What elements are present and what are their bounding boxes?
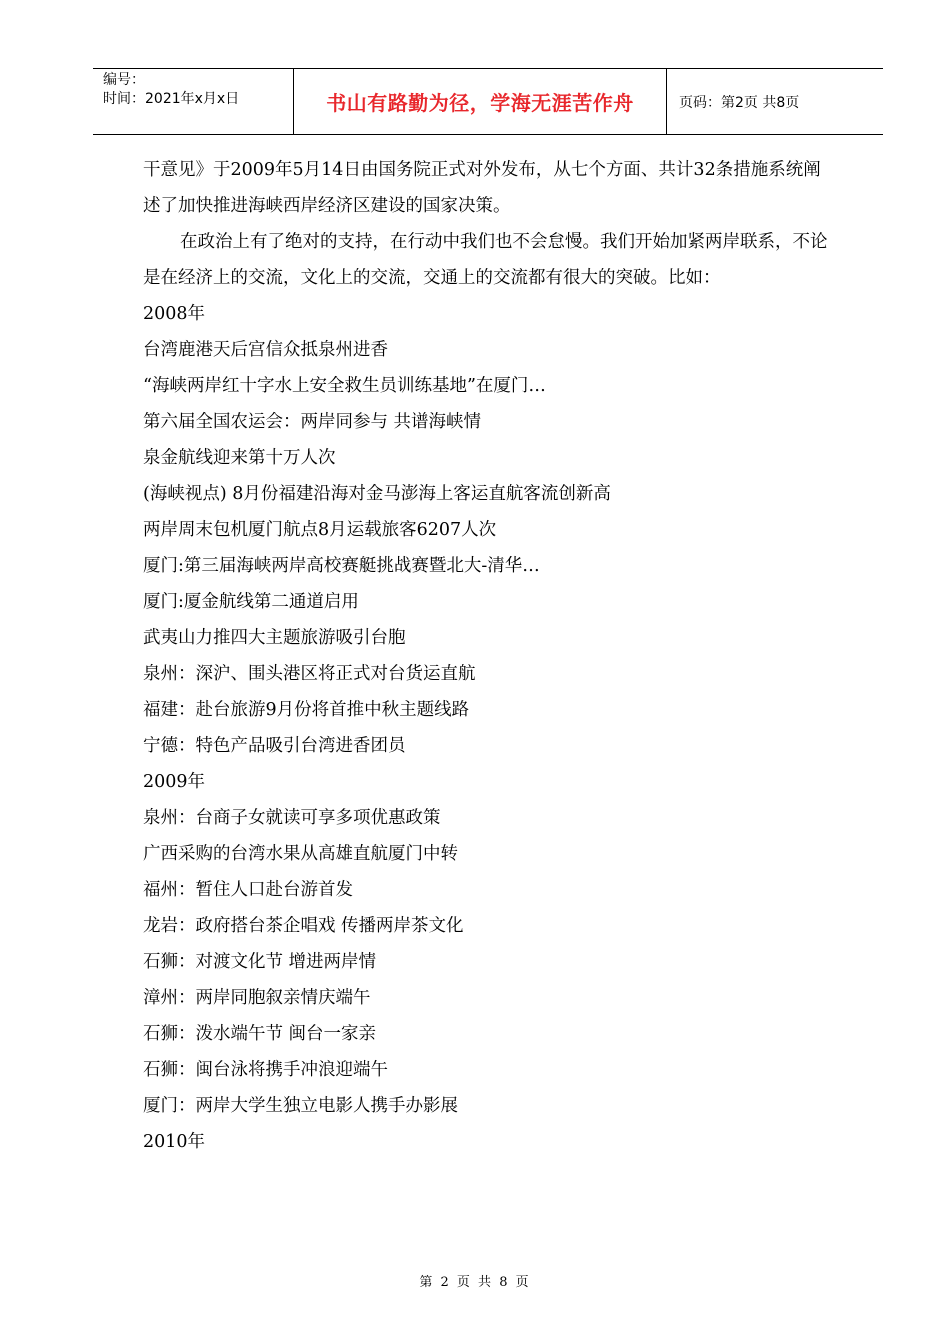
list-item: 福州：暂住人口赴台游首发 (143, 880, 353, 900)
year-heading: 2008年 (143, 304, 206, 324)
list-item: 石狮：泼水端午节 闽台一家亲 (143, 1024, 377, 1044)
page-footer: 第 2 页 共 8 页 (419, 1275, 531, 1290)
list-item: 泉州：深沪、围头港区将正式对台货运直航 (143, 664, 476, 684)
list-item: (海峡视点) 8月份福建沿海对金马澎海上客运直航客流创新高 (143, 484, 611, 504)
year-heading: 2010年 (143, 1132, 206, 1152)
news-list (143, 296, 835, 1160)
document-number-label: 编号： (103, 72, 145, 88)
list-item: 第六届全国农运会：两岸同参与 共谱海峡情 (143, 412, 482, 432)
list-item: 宁德：特色产品吸引台湾进香团员 (143, 736, 406, 756)
list-item: 福建：赴台旅游9月份将首推中秋主题线路 (143, 700, 470, 720)
paragraph: 在政治上有了绝对的支持，在行动中我们也不会怠慢。我们开始加紧两岸联系，不论是在经济上的交流，文化上的交流，交通上的交流都有很大的突破。比如： (143, 232, 828, 288)
document-body (143, 152, 835, 1160)
list-item: 武夷山力推四大主题旅游吸引台胞 (143, 628, 406, 648)
list-item: 广西采购的台湾水果从高雄直航厦门中转 (143, 844, 458, 864)
list-item: 泉州：台商子女就读可享多项优惠政策 (143, 808, 441, 828)
list-item: 厦门：两岸大学生独立电影人携手办影展 (143, 1096, 458, 1116)
list-item: 泉金航线迎来第十万人次 (143, 448, 336, 468)
list-item: 石狮：闽台泳将携手冲浪迎端午 (143, 1060, 388, 1080)
header-page-info: 页码：第2页 共8页 (679, 94, 800, 111)
list-item: 龙岩：政府搭台茶企唱戏 传播两岸茶文化 (143, 916, 464, 936)
document-time-label: 时间：2021年x月x日 (103, 91, 240, 107)
list-item: 厦门:第三届海峡两岸高校赛艇挑战赛暨北大-清华… (143, 556, 540, 576)
list-item: 厦门:厦金航线第二通道启用 (143, 592, 359, 612)
list-item: 石狮：对渡文化节 增进两岸情 (143, 952, 377, 972)
list-item: 台湾鹿港天后宫信众抵泉州进香 (143, 340, 388, 360)
header-meta (93, 69, 294, 134)
paragraph: 干意见》于2009年5月14日由国务院正式对外发布，从七个方面、共计32条措施系统阐述了加快推进海峡西岸经济区建设的国家决策。 (143, 160, 821, 216)
header-motto: 书山有路勤为径，学海无涯苦作舟 (294, 69, 667, 134)
list-item: 漳州：两岸同胞叙亲情庆端午 (143, 988, 371, 1008)
year-heading: 2009年 (143, 772, 206, 792)
list-item: “海峡两岸红十字水上安全救生员训练基地”在厦门… (143, 376, 546, 396)
list-item: 两岸周末包机厦门航点8月运载旅客6207人次 (143, 520, 497, 540)
page-header (93, 68, 883, 135)
